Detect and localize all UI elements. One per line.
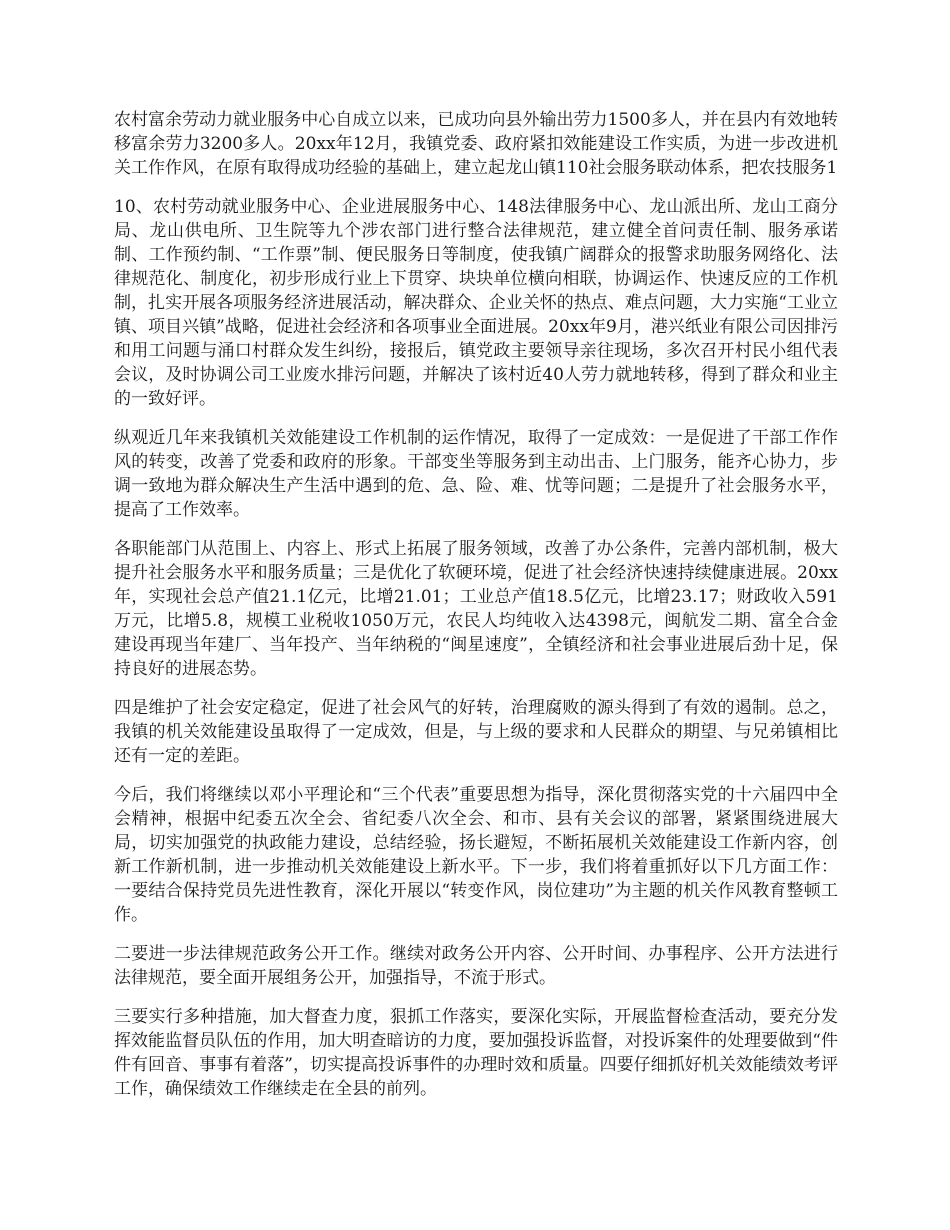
paragraph-3: 纵观近几年来我镇机关效能建设工作机制的运作情况，取得了一定成效：一是促进了干部工作作风的转变，改善了党委和政府的形象。干部变坐等服务到主动出击、上门服务，能齐心协力，步调一致地为群众解决生产生活中遇到的危、急、险、难、忧等问题；二是提升了社会服务水平，提高了工作效率。 (114, 428, 838, 520)
paragraph-4: 各职能部门从范围上、内容上、形式上拓展了服务领域，改善了办公条件，完善内部机制，极大提升社会服务水平和服务质量；三是优化了软硬环境，促进了社会经济快速持续健康进展。20xx年，实现社会总产值21.1亿元，比增21.01；工业总产值18.5亿元，比增23.17；财政收入591万元，比增5.8，规模工业税收1050万元，农民人均纯收入达4398元，闽航发二期、富全合金建设再现当年建厂、当年投产、当年纳税的“闽星速度”，全镇经济和社会事业进展后劲十足，保持良好的进展态势。 (114, 539, 838, 679)
paragraph-6: 今后，我们将继续以邓小平理论和“三个代表”重要思想为指导，深化贯彻落实党的十六届四中全会精神，根据中纪委五次全会、省纪委八次全会、和市、县有关会议的部署，紧紧围绕进展大局，切实加强党的执政能力建设，总结经验，扬长避短，不断拓展机关效能建设工作新内容，创新工作新机制，进一步推动机关效能建设上新水平。下一步，我们将着重抓好以下几方面工作：一要结合保持党员先进性教育，深化开展以“转变作风，岗位建功”为主题的机关作风教育整顿工作。 (114, 785, 838, 925)
paragraph-5: 四是维护了社会安定稳定，促进了社会风气的好转，治理腐败的源头得到了有效的遏制。总之，我镇的机关效能建设虽取得了一定成效，但是，与上级的要求和人民群众的期望、与兄弟镇相比还有一定的差距。 (114, 698, 838, 766)
paragraph-7: 二要进一步法律规范政务公开工作。继续对政务公开内容、公开时间、办事程序、公开方法进行法律规范，要全面开展组务公开，加强指导，不流于形式。 (114, 944, 838, 988)
document-body (114, 108, 838, 1116)
paragraph-8: 三要实行多种措施，加大督查力度，狠抓工作落实，要深化实际，开展监督检查活动，要充分发挥效能监督员队伍的作用，加大明查暗访的力度，要加强投诉监督，对投诉案件的处理要做到“件件有回音、事事有着落”，切实提高投诉事件的办理时效和质量。四要仔细抓好机关效能绩效考评工作，确保绩效工作继续走在全县的前列。 (114, 1007, 838, 1099)
paragraph-2: 10、农村劳动就业服务中心、企业进展服务中心、148法律服务中心、龙山派出所、龙山工商分局、龙山供电所、卫生院等九个涉农部门进行整合法律规范，建立健全首问责任制、服务承诺制、工作预约制、“工作票”制、便民服务日等制度，使我镇广阔群众的报警求助服务网络化、法律规范化、制度化，初步形成行业上下贯穿、块块单位横向相联，协调运作、快速反应的工作机制，扎实开展各项服务经济进展活动，解决群众、企业关怀的热点、难点问题，大力实施“工业立镇、项目兴镇”战略，促进社会经济和各项事业全面进展。20xx年9月，港兴纸业有限公司因排污和用工问题与涌口村群众发生纠纷，接报后，镇党政主要领导亲往现场，多次召开村民小组代表会议，及时协调公司工业废水排污问题，并解决了该村近40人劳力就地转移，得到了群众和业主的一致好评。 (114, 197, 838, 409)
paragraph-1: 农村富余劳动力就业服务中心自成立以来，已成功向县外输出劳力1500多人，并在县内有效地转移富余劳力3200多人。20xx年12月，我镇党委、政府紧扣效能建设工作实质，为进一步改进机关工作作风，在原有取得成功经验的基础上，建立起龙山镇110社会服务联动体系，把农技服务1 (114, 110, 838, 178)
